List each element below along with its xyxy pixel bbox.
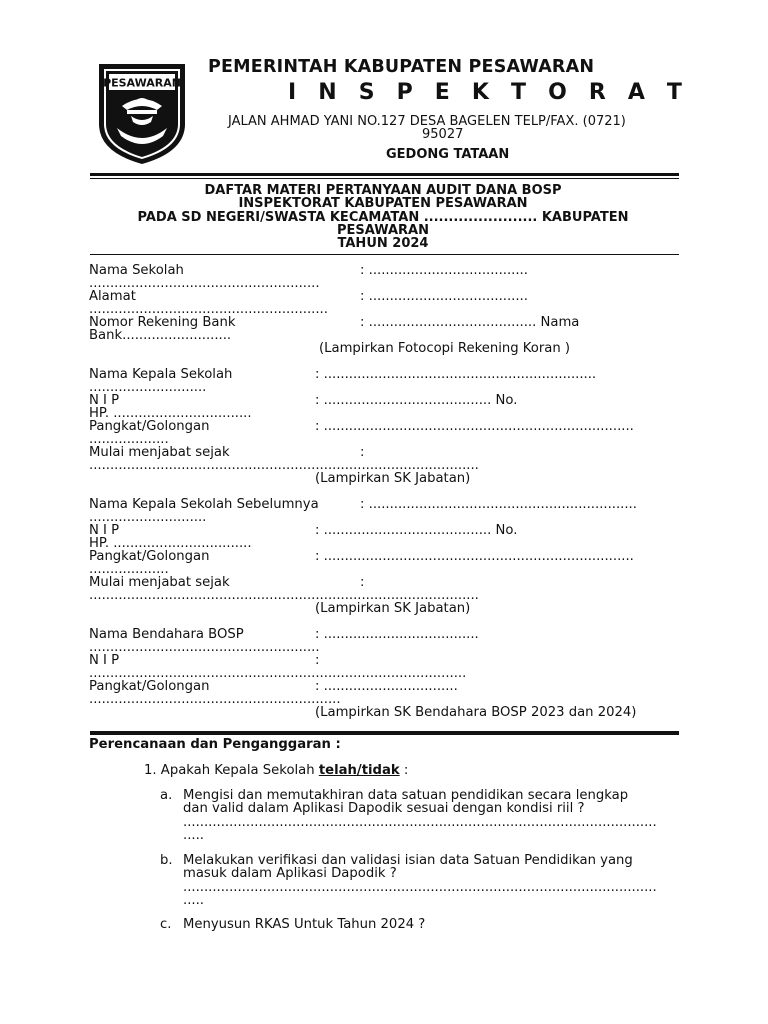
letterhead-divider-thin [90, 178, 679, 179]
question-colon: : [403, 763, 409, 778]
letterhead-address: JALAN AHMAD YANI NO.127 DESA BAGELEN TELP/FAX. (0721) [228, 114, 626, 129]
section-divider [90, 731, 679, 735]
item-c-marker: c. [160, 917, 172, 932]
alamat-label: Alamat [89, 289, 136, 304]
question-number: 1. [144, 763, 157, 778]
item-b-line2: masuk dalam Aplikasi Dapodik ? [183, 866, 397, 881]
document-title [110, 184, 656, 250]
kepsek-lama-pangkat-field: : .......................................................................... [315, 549, 634, 564]
title-line: TAHUN 2024 [337, 236, 429, 252]
bendahara-pangkat-field: : ................................ [315, 679, 458, 694]
nama-sekolah-field: : ...................................... [360, 263, 528, 278]
item-a-line1: Mengisi dan memutakhiran data satuan pendidikan secara lengkap [183, 788, 629, 803]
title-line: PESAWARAN [336, 222, 429, 238]
title-line: INSPEKTORAT KABUPATEN PESAWARAN [238, 196, 528, 212]
kepsek-sejak-cont: ............................................................................................. [89, 458, 479, 473]
question-1 [144, 763, 408, 778]
logo-text: PESAWARAN [103, 76, 181, 90]
bendahara-nip-label: N I P [89, 653, 120, 668]
kepsek-nama-field: : ................................................................. [315, 367, 597, 382]
letterhead-divider-thick [90, 173, 679, 176]
question-emphasis: telah/tidak [318, 763, 400, 778]
kepsek-lama-nip-label: N I P [89, 523, 120, 538]
title-line: DAFTAR MATERI PERTANYAAN AUDIT DANA BOSP [204, 183, 562, 198]
item-b-line1: Melakukan verifikasi dan validasi isian data Satuan Pendidikan yang [183, 853, 633, 868]
kepsek-lama-note: (Lampirkan SK Jabatan) [315, 601, 471, 616]
bendahara-nip-cont: .......................................................................................... [89, 666, 467, 681]
item-a-marker: a. [160, 788, 173, 803]
kepsek-lama-sejak-cont: ............................................................................................. [89, 588, 479, 603]
letterhead-postcode: 95027 [422, 127, 464, 142]
kepsek-sejak-field: : [360, 445, 365, 460]
kepsek-lama-hp-field: HP. ................................. [89, 536, 252, 551]
kepsek-sejak-label: Mulai menjabat sejak [89, 445, 230, 460]
bendahara-nama-label: Nama Bendahara BOSP [89, 627, 244, 642]
item-a-answer-cont: ..... [183, 828, 204, 843]
title-line: PADA SD NEGERI/SWASTA KECAMATAN ....................... KABUPATEN [137, 209, 629, 225]
kepsek-lama-nama-label: Nama Kepala Sekolah Sebelumnya [89, 497, 319, 512]
alamat-field: : ...................................... [360, 289, 528, 304]
alamat-cont: ......................................................... [89, 302, 328, 317]
bendahara-note: (Lampirkan SK Bendahara BOSP 2023 dan 2024) [315, 705, 637, 720]
kepsek-lama-nama-field: : ................................................................ [360, 497, 637, 512]
kepsek-lama-pangkat-label: Pangkat/Golongan [89, 549, 210, 564]
kepsek-nama-cont: ............................ [89, 380, 207, 395]
rekening-note: (Lampirkan Fotocopi Rekening Koran ) [319, 341, 571, 356]
question-text: Apakah Kepala Sekolah [160, 763, 315, 778]
item-a-answer: ................................................................................................................. [183, 815, 657, 830]
kepsek-nama-label: Nama Kepala Sekolah [89, 367, 233, 382]
kepsek-nip-field: : ........................................ No. [315, 393, 518, 408]
item-c-line1: Menyusun RKAS Untuk Tahun 2024 ? [183, 917, 426, 932]
title-divider [90, 254, 679, 255]
letterhead-government: PEMERINTAH KABUPATEN PESAWARAN [208, 57, 595, 77]
section-heading: Perencanaan dan Penganggaran : [89, 737, 341, 752]
bendahara-nama-field: : ..................................... [315, 627, 479, 642]
kepsek-lama-nip-field: : ........................................ No. [315, 523, 518, 538]
kepsek-lama-pangkat-cont: ................... [89, 562, 169, 577]
kepsek-pangkat-label: Pangkat/Golongan [89, 419, 210, 434]
bendahara-pangkat-label: Pangkat/Golongan [89, 679, 210, 694]
item-b-answer: ................................................................................................................. [183, 880, 657, 895]
bendahara-pangkat-cont: ............................................................ [89, 692, 341, 707]
kepsek-lama-sejak-label: Mulai menjabat sejak [89, 575, 230, 590]
kepsek-lama-sejak-field: : [360, 575, 365, 590]
kepsek-pangkat-field: : .......................................................................... [315, 419, 634, 434]
rekening-cont: Bank.......................... [89, 328, 232, 343]
pesawaran-emblem-icon [97, 62, 187, 166]
kepsek-note: (Lampirkan SK Jabatan) [315, 471, 471, 486]
kepsek-pangkat-cont: ................... [89, 432, 169, 447]
item-b-marker: b. [160, 853, 173, 868]
nama-sekolah-label: Nama Sekolah [89, 263, 184, 278]
letterhead-agency: I N S P E K T O R A T [288, 80, 690, 105]
item-b-answer-cont: ..... [183, 893, 204, 908]
letterhead-city: GEDONG TATAAN [386, 147, 510, 162]
rekening-label: Nomor Rekening Bank [89, 315, 236, 330]
kepsek-lama-nama-cont: ............................ [89, 510, 207, 525]
kepsek-hp-field: HP. ................................. [89, 406, 252, 421]
kepsek-nip-label: N I P [89, 393, 120, 408]
nama-sekolah-cont: ....................................................... [89, 276, 320, 291]
bendahara-nama-cont: ....................................................... [89, 640, 320, 655]
bendahara-nip-field: : [315, 653, 320, 668]
rekening-field: : ........................................ Nama [360, 315, 580, 330]
item-a-line2: dan valid dalam Aplikasi Dapodik sesuai dengan kondisi riil ? [183, 801, 585, 816]
